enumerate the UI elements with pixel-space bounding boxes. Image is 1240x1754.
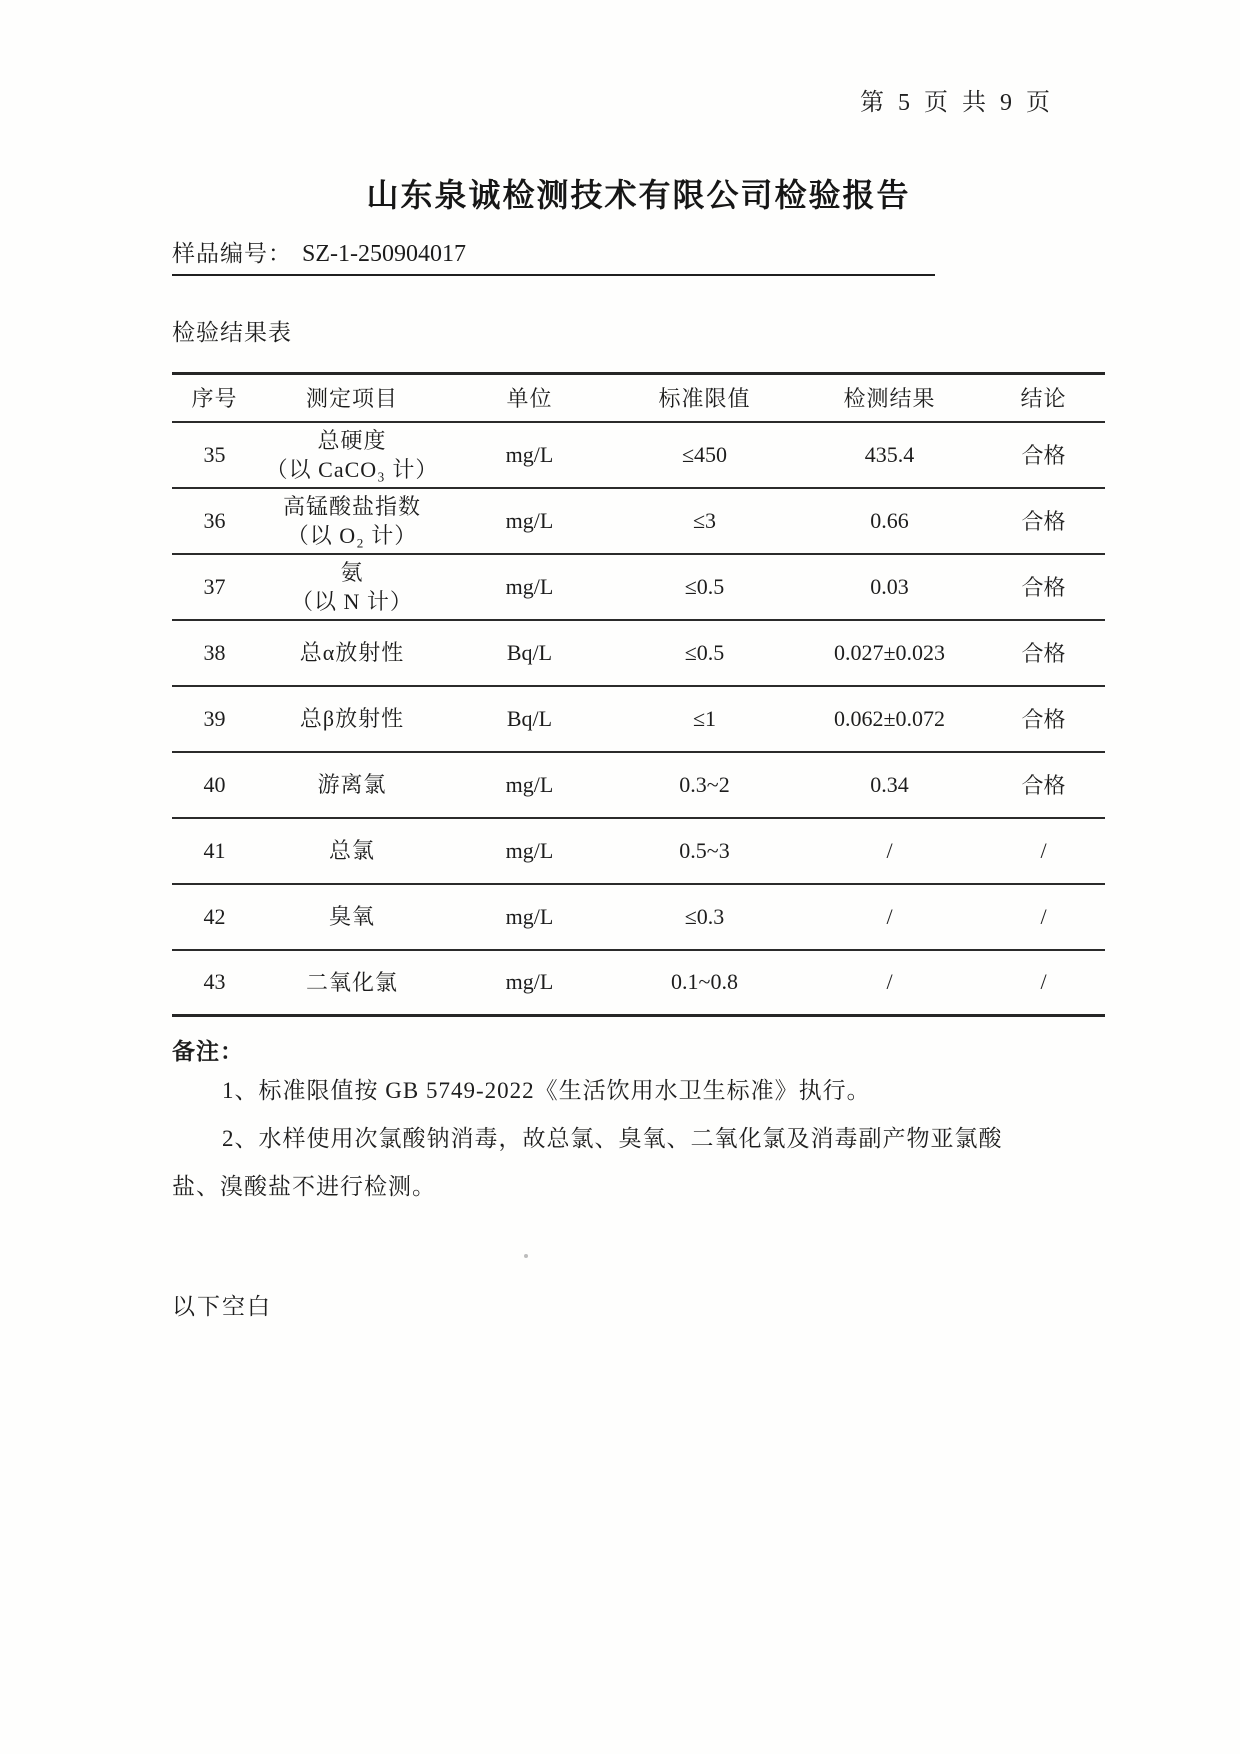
- cell-no: 35: [172, 422, 257, 488]
- cell-unit: mg/L: [447, 752, 612, 818]
- column-header-no: 序号: [172, 374, 257, 422]
- item-name-line1: 游离氯: [317, 772, 387, 797]
- cell-result: 435.4: [797, 422, 982, 488]
- cell-no: 39: [172, 686, 257, 752]
- item-name-line2: （以 O₂ 计）: [286, 522, 418, 548]
- column-header-result: 检测结果: [797, 374, 982, 422]
- column-header-limit: 标准限值: [612, 374, 797, 422]
- item-name-line1: 臭氧: [328, 904, 375, 929]
- report-title: 山东泉诚检测技术有限公司检验报告: [366, 177, 911, 213]
- table-row: [172, 620, 1105, 686]
- item-name-line1: 总硬度: [317, 427, 387, 453]
- item-name-line1: 总α放射性: [299, 640, 405, 665]
- table-row: [172, 422, 1105, 488]
- column-header-conclusion: 结论: [982, 374, 1105, 422]
- cell-item: [257, 620, 447, 686]
- cell-limit: ≤1: [612, 686, 797, 752]
- cell-no: 42: [172, 884, 257, 950]
- table-row: [172, 752, 1105, 818]
- cell-limit: 0.5~3: [612, 818, 797, 884]
- table-row: [172, 950, 1105, 1016]
- results-table: [172, 372, 1105, 1017]
- remark-line-3: 盐、溴酸盐不进行检测。: [172, 1174, 436, 1199]
- cell-no: 43: [203, 969, 226, 995]
- item-name-line2: （以 CaCO₃ 计）: [265, 456, 439, 482]
- cell-result: /: [886, 969, 893, 995]
- cell-item: [257, 422, 447, 488]
- item-name-line1: 二氧化氯: [305, 969, 398, 995]
- table-header-row: [172, 374, 1105, 422]
- cell-limit: ≤3: [612, 488, 797, 554]
- cell-item: [257, 686, 447, 752]
- cell-result: 0.03: [797, 554, 982, 620]
- item-name-line1: 总氯: [328, 838, 375, 863]
- cell-conclusion: 合格: [982, 422, 1105, 488]
- cell-limit: ≤0.5: [612, 620, 797, 686]
- sample-number-row: [172, 240, 935, 276]
- cell-result: /: [797, 884, 982, 950]
- remark-line-1: 1、标准限值按 GB 5749-2022《生活饮用水卫生标准》执行。: [222, 1078, 871, 1103]
- cell-conclusion: /: [1040, 969, 1047, 995]
- cell-unit: mg/L: [447, 818, 612, 884]
- cell-item: [257, 488, 447, 554]
- sample-number-value: SZ-1-250904017: [302, 241, 466, 267]
- blank-below-note: 以下空白: [172, 1294, 272, 1319]
- cell-item: [257, 884, 447, 950]
- item-name-line1: 高锰酸盐指数: [282, 493, 421, 519]
- cell-unit: mg/L: [447, 554, 612, 620]
- cell-conclusion: 合格: [982, 620, 1105, 686]
- cell-unit: Bq/L: [447, 620, 612, 686]
- page-number: 第 5 页 共 9 页: [860, 90, 1054, 116]
- cell-no: 41: [172, 818, 257, 884]
- item-name-line2: （以 N 计）: [291, 588, 413, 614]
- cell-item: [257, 950, 447, 1016]
- cell-result: /: [797, 818, 982, 884]
- table-row: [172, 818, 1105, 884]
- cell-limit: 0.1~0.8: [671, 969, 738, 995]
- cell-item: [257, 818, 447, 884]
- sample-number-label: 样品编号：: [172, 241, 292, 266]
- cell-unit: mg/L: [505, 969, 554, 995]
- cell-limit: 0.3~2: [612, 752, 797, 818]
- remark-line-2: 2、水样使用次氯酸钠消毒，故总氯、臭氧、二氧化氯及消毒副产物亚氯酸: [222, 1126, 1003, 1151]
- cell-limit: ≤0.5: [612, 554, 797, 620]
- cell-limit: ≤450: [612, 422, 797, 488]
- cell-item: [257, 554, 447, 620]
- cell-result: 0.062±0.072: [797, 686, 982, 752]
- cell-result: 0.66: [797, 488, 982, 554]
- cell-item: [257, 752, 447, 818]
- column-header-item: 测定项目: [257, 374, 447, 422]
- cell-no: 37: [172, 554, 257, 620]
- table-row: [172, 686, 1105, 752]
- cell-limit: ≤0.3: [612, 884, 797, 950]
- table-row: [172, 884, 1105, 950]
- cell-no: 40: [172, 752, 257, 818]
- remarks-label: 备注：: [172, 1039, 244, 1064]
- cell-result: 0.027±0.023: [797, 620, 982, 686]
- cell-conclusion: 合格: [982, 488, 1105, 554]
- cell-conclusion: 合格: [982, 554, 1105, 620]
- scan-artifact: [524, 1254, 528, 1258]
- cell-no: 38: [172, 620, 257, 686]
- column-header-unit: 单位: [447, 374, 612, 422]
- item-name-line1: 氨: [340, 559, 364, 585]
- results-table-caption: 检验结果表: [172, 320, 292, 345]
- cell-result: 0.34: [797, 752, 982, 818]
- report-content: [172, 0, 1105, 1321]
- cell-unit: mg/L: [447, 884, 612, 950]
- table-row: [172, 488, 1105, 554]
- cell-no: 36: [172, 488, 257, 554]
- cell-unit: mg/L: [447, 422, 612, 488]
- cell-unit: mg/L: [447, 488, 612, 554]
- item-name-line1: 总β放射性: [299, 706, 405, 731]
- table-row: [172, 554, 1105, 620]
- cell-conclusion: /: [982, 884, 1105, 950]
- cell-conclusion: 合格: [982, 752, 1105, 818]
- cell-unit: Bq/L: [447, 686, 612, 752]
- cell-conclusion: /: [982, 818, 1105, 884]
- cell-conclusion: 合格: [982, 686, 1105, 752]
